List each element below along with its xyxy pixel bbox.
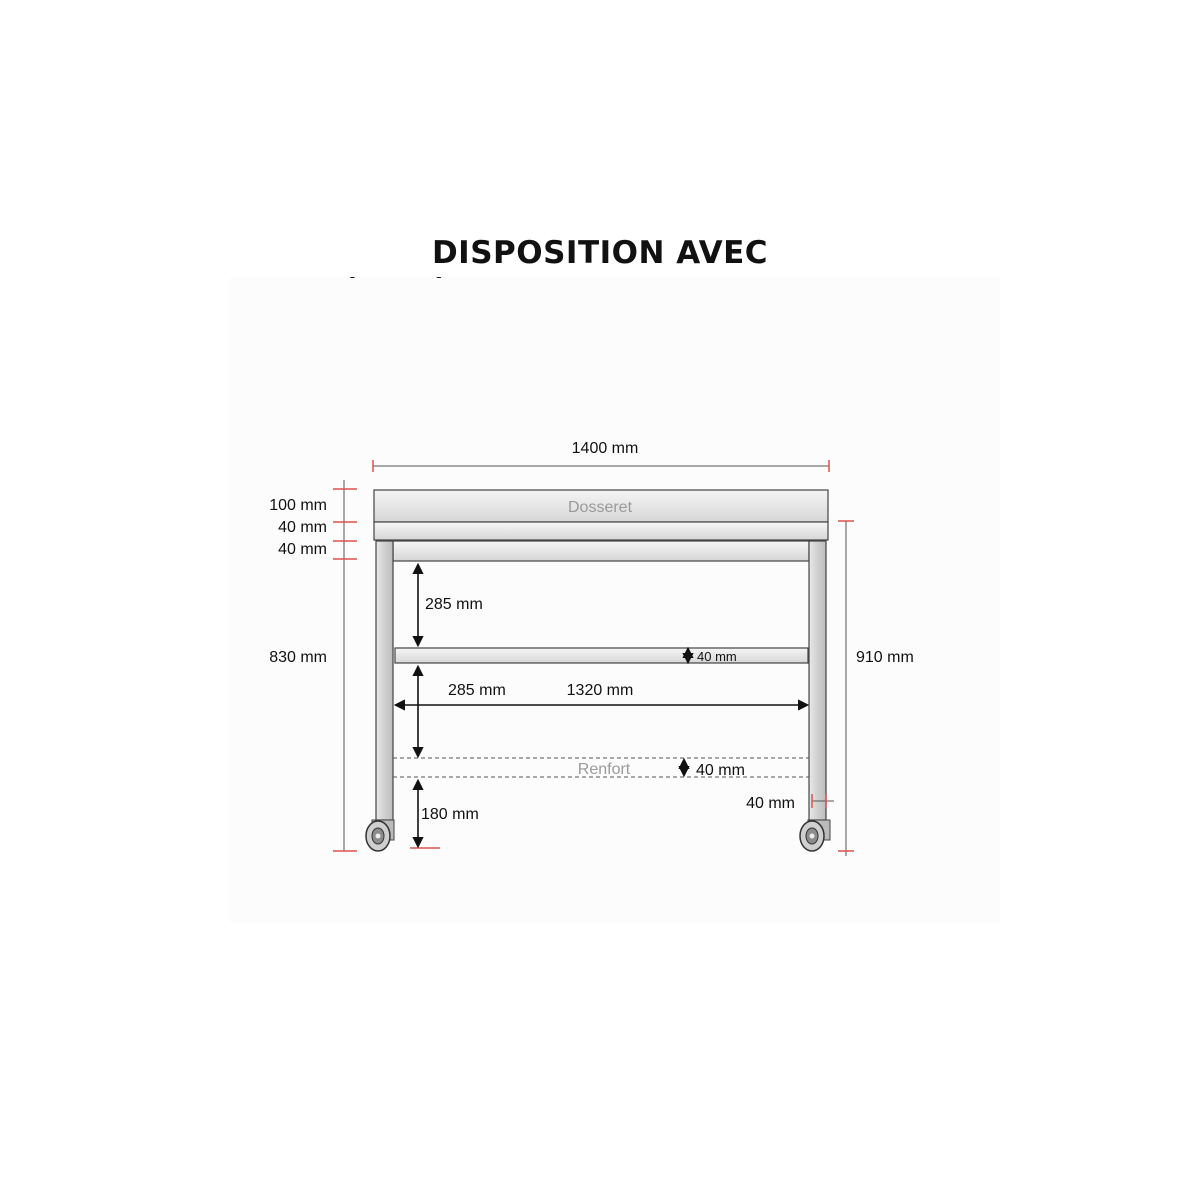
leg-right <box>809 541 826 820</box>
crossbar-thickness-label: 40 mm <box>696 762 745 779</box>
total-width-label: 1400 mm <box>571 440 639 457</box>
backsplash-height-label: 100 mm <box>269 497 327 514</box>
top-thickness-label: 40 mm <box>278 519 327 536</box>
middle-shelf <box>395 648 808 663</box>
work-height-label: 910 mm <box>856 649 914 666</box>
leg-left <box>376 541 393 820</box>
shelf-thickness-label: 40 mm <box>697 649 737 664</box>
page-title-line-1: DISPOSITION AVEC <box>431 235 769 271</box>
upper-shelf-thickness-label: 40 mm <box>278 541 327 558</box>
inner-width-label: 1320 mm <box>566 682 634 699</box>
under-height-label: 830 mm <box>269 649 327 666</box>
gap-lower-label: 285 mm <box>448 682 506 699</box>
worktop <box>374 522 828 540</box>
background-panel <box>230 278 1000 922</box>
backsplash-label: Dosseret <box>567 499 633 516</box>
gap-upper-label: 285 mm <box>425 596 483 613</box>
leg-width-label: 40 mm <box>746 795 795 812</box>
upper-shelf <box>393 541 809 561</box>
crossbar-label: Renfort <box>577 761 631 778</box>
crossbar-floor-label: 180 mm <box>421 806 479 823</box>
